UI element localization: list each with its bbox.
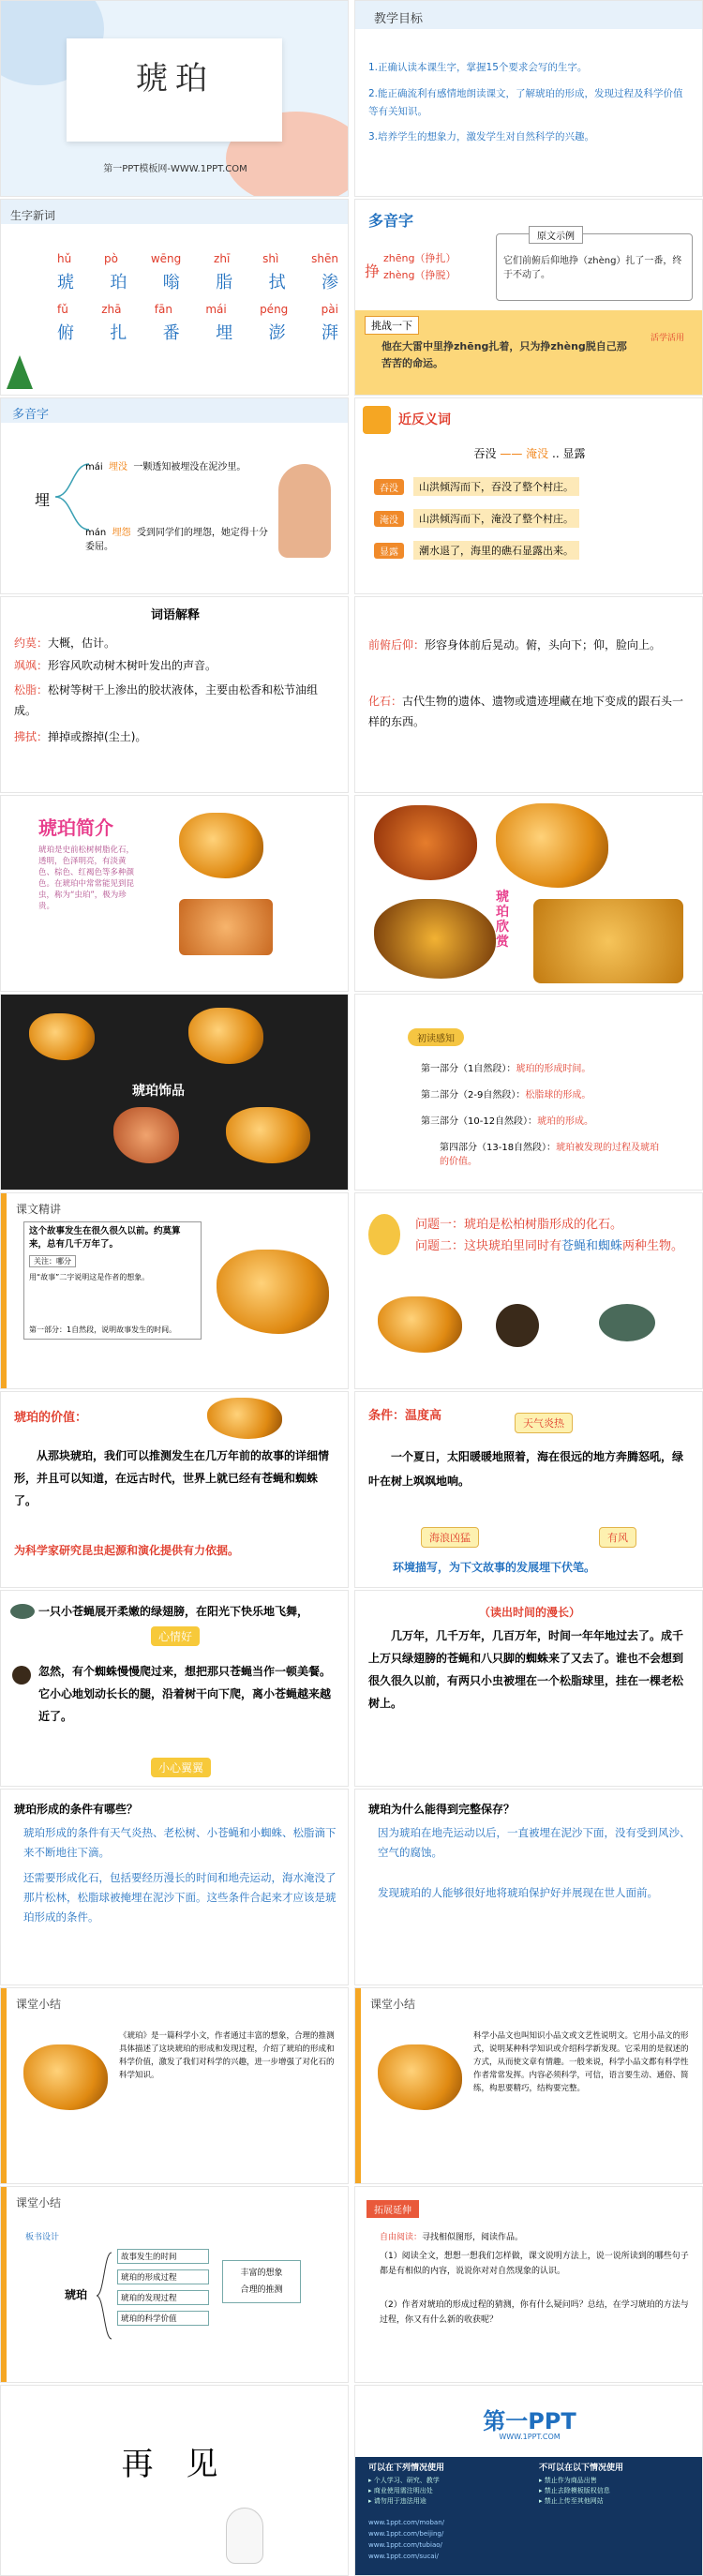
board-label: 板书设计 [25, 2233, 60, 2242]
extension-task-2: （2）作者对琥珀的形成过程的猜测，你有什么疑问吗？总结，在学习琥珀的方法与过程，你又有什么新的收获呢？ [380, 2300, 689, 2325]
focus-label: 关注：哪分 [29, 1255, 76, 1267]
girl-image [278, 464, 331, 558]
vocab-def: 松树等树干上渗出的胶状液体，主要由松香和松节油组成。 [14, 683, 319, 717]
row-tag: 吞没 [374, 479, 404, 495]
part-3 [421, 1113, 593, 1127]
board-item: 琥珀的形成过程 [117, 2269, 209, 2284]
board-item: 琥珀的科学价值 [117, 2311, 209, 2326]
answer-1: 琥珀形成的条件有天气炎热、老松树、小苍蝇和小蜘蛛、松脂滴下来不断地往下滴。 [23, 1826, 337, 1859]
slide-conditions [354, 1391, 703, 1588]
word-chain [355, 445, 703, 461]
amber-image [226, 1107, 310, 1163]
amber-image [29, 1013, 95, 1060]
license-right-title: 不可以在以下情况使用 [539, 2464, 624, 2473]
slide-value [0, 1391, 349, 1588]
value-conclusion: 为科学家研究昆虫起源和演化提供有力依据。 [14, 1544, 240, 1557]
slide-heading: 琥珀的价值： [14, 1411, 88, 1425]
row-tag: 淹没 [374, 511, 404, 527]
license-line: ▸ 禁止作为商品出售 [539, 2477, 597, 2484]
goodbye-text: 再 见 [121, 2446, 230, 2483]
quote-text: 这个故事发生在很久很久以前。约莫算来，总有几千万年了。 [29, 1226, 181, 1250]
brand-logo: 第一PPT [483, 2408, 576, 2434]
reading-badge: 初读感知 [408, 1028, 464, 1046]
pinyin: fān [154, 303, 172, 316]
separator: .. [552, 447, 560, 460]
row-text: 山洪倾泻而下，淹没了整个村庄。 [413, 509, 579, 528]
answer-2: 发现琥珀的人能够很好地将琥珀保护好并展现在世人面前。 [378, 1886, 658, 1899]
time-text: 几万年，几千万年，几百万年，时间一年年地过去了。成千上万只绿翅膀的苍蝇和八只脚的蜘蛛来了又去了。谁也不会想到很久很久以前，有两只小虫被埋在一个松脂球里，挂在一棵老松树上。 [368, 1629, 684, 1710]
brace-lines [95, 2249, 113, 2343]
char: 拭 [268, 273, 286, 292]
license-line: ▸ 禁止去除模板版权信息 [539, 2487, 610, 2494]
callout-careful: 小心翼翼 [151, 1758, 211, 1777]
amber-image [188, 1008, 263, 1064]
license-right-list [539, 2476, 698, 2507]
callout-wind: 有风 [599, 1527, 636, 1548]
example-row [374, 473, 693, 500]
vocab-def: 掸掉或擦掉(尘土)。 [48, 730, 147, 743]
accent-bar [355, 1988, 361, 2183]
slide-heading: （读出时间的漫长） [478, 1606, 580, 1619]
slide-questions [354, 1192, 703, 1389]
pinyin: fǔ [57, 303, 68, 316]
word: 埋没 [109, 462, 128, 472]
vocab-def: 古代生物的遗体、遗物或遗迹埋藏在地下变成的跟石头一样的东西。 [368, 695, 684, 728]
fly-image [599, 1304, 655, 1341]
row-text: 潮水退了，海里的礁石显露出来。 [413, 541, 579, 560]
part-desc: 琥珀的形成时间。 [516, 1064, 591, 1074]
license-link[interactable]: www.1ppt.com/moban/ [368, 2519, 445, 2526]
pinyin: pài [321, 303, 338, 316]
part-label: 第四部分（13-18自然段）： [440, 1143, 557, 1153]
board-item: 故事发生的时间 [117, 2249, 209, 2264]
deck-title: 琥珀 [136, 60, 215, 97]
slide-time [354, 1590, 703, 1787]
vocab-item [14, 635, 338, 652]
note-text: 用“故事”二字说明这是作者的想象。 [29, 1273, 150, 1281]
amber-image [179, 813, 263, 878]
slide-heading: 多音字 [368, 212, 414, 230]
row-text: 山洪倾泻而下，吞没了整个村庄。 [413, 477, 579, 496]
pinyin: mái [205, 303, 227, 316]
license-line: ▸ 请勿用于违法用途 [368, 2497, 426, 2505]
char: 埋 [216, 323, 233, 343]
slide-heading: 课堂小结 [16, 2196, 62, 2209]
jewelry-label: 琥珀饰品 [132, 1084, 185, 1099]
question-1: 问题一：琥珀是松柏树脂形成的化石。 [415, 1218, 623, 1232]
lead: 自由阅读： [380, 2233, 423, 2242]
scene-note: 环境描写，为下文故事的发展埋下伏笔。 [393, 1561, 596, 1574]
license-left-list [368, 2476, 528, 2507]
value-text: 从那块琥珀，我们可以推测发生在几万年前的故事的详细情形，并且可以知道，在远古时代，世界上就已经有苍蝇和蜘蛛了。 [14, 1449, 330, 1507]
part-label: 第二部分（2-9自然段）： [421, 1090, 526, 1101]
slide-heading: 课堂小结 [370, 1998, 416, 2011]
amber-image [533, 899, 683, 983]
char: 琥 [57, 273, 74, 292]
slide-formation-conditions [0, 1789, 349, 1985]
vocab-term: 前俯后仰： [368, 638, 426, 651]
intro-text: 琥珀是史前松树树脂化石，透明，色泽明亮，有淡黄色、棕色、红褐色等多种颜色。在琥珀中常常能见到昆虫，称为“虫珀”，极为珍贵。 [38, 846, 135, 911]
slide-goals [354, 0, 703, 197]
license-line: ▸ 禁止上传至其他网站 [539, 2497, 604, 2505]
slide-vocab-2 [354, 596, 703, 793]
extension-badge: 拓展延伸 [366, 2200, 419, 2218]
slide-heading: 琥珀形成的条件有哪些？ [14, 1803, 139, 1816]
char: 珀 [110, 273, 127, 292]
accent-bar [1, 1193, 7, 1388]
part-desc: 琥珀被发现的过程及琥珀的价值。 [440, 1143, 660, 1167]
slide-polyphone-1 [354, 199, 703, 396]
poly-char: 挣 [365, 262, 381, 280]
poly-py-1 [85, 458, 246, 472]
license-left-title: 可以在下列情况使用 [368, 2464, 445, 2473]
pinyin: zhī [214, 252, 231, 265]
slide-structure [354, 994, 703, 1191]
amber-image [496, 803, 608, 888]
header-band [1, 398, 349, 423]
example-text: 它们前俯后仰地挣（zhèng）扎了一番，终于不动了。 [503, 256, 682, 280]
vocab-term: 飒飒： [14, 659, 49, 672]
slide-heading: 生字新词 [10, 209, 56, 222]
vocab-item [368, 635, 693, 655]
part-desc: 琥珀的形成。 [537, 1116, 594, 1127]
slide-vocab-1 [0, 596, 349, 793]
amber-image [374, 899, 496, 979]
pinyin-row-2 [57, 303, 338, 316]
pinyin: shì [262, 252, 279, 265]
slide-amber-gallery [354, 795, 703, 992]
pinyin-row-1 [57, 252, 338, 265]
char: 俯 [57, 323, 74, 343]
license-link[interactable]: www.1ppt.com/sucai/ [368, 2553, 439, 2560]
pinyin: zhā [101, 303, 122, 316]
question-2 [415, 1236, 696, 1257]
fly-icon [10, 1604, 35, 1619]
brand-url: WWW.1PPT.COM [499, 2433, 561, 2441]
license-link[interactable]: www.1ppt.com/tubiao/ [368, 2541, 442, 2549]
slide-heading: 课堂小结 [16, 1998, 62, 2011]
vocab-term: 拂拭： [14, 730, 49, 743]
poly-char: 埋 [35, 491, 51, 509]
slide-extension [354, 2186, 703, 2383]
part-summary: 第一部分：1自然段，说明故事发生的时间。 [29, 1325, 177, 1334]
vocab-term: 约莫： [14, 637, 49, 650]
accent-bar [1, 2187, 7, 2382]
board-center: 琥珀 [65, 2288, 88, 2301]
char: 渗 [321, 273, 338, 292]
char-row-1 [57, 269, 338, 293]
spider-icon [12, 1666, 31, 1685]
char: 扎 [110, 323, 127, 343]
amber-image [217, 1250, 329, 1334]
slide-heading: 教学目标 [374, 12, 424, 26]
part-label: 第三部分（10-12自然段）： [421, 1116, 538, 1127]
char: 澎 [268, 323, 286, 343]
board-method [222, 2260, 301, 2303]
license-link[interactable]: www.1ppt.com/beijing/ [368, 2530, 444, 2538]
part-4 [440, 1139, 665, 1167]
board-items [117, 2249, 209, 2326]
row-tag: 显露 [374, 543, 404, 559]
callout-sea: 海浪凶猛 [421, 1527, 479, 1548]
extension-text [380, 2230, 689, 2245]
example: 受到同学们的埋怨，她定得十分委屈。 [85, 528, 268, 552]
callout-weather: 天气炎热 [515, 1413, 573, 1433]
slide-preservation [354, 1789, 703, 1985]
pinyin: wēng [150, 252, 182, 265]
extension-task-1: （1）阅读全文，想想一想我们怎样做，课文说明方法上，说一说所读到的哪些句子都是有相似的内容，说说你对对自然现象的认识。 [380, 2252, 689, 2276]
slide-text-study [0, 1192, 349, 1389]
poly-py-2: zhèng（挣脱） [383, 269, 456, 281]
rabbit-icon [226, 2508, 263, 2564]
callout-mood: 心情好 [151, 1626, 200, 1646]
q2-lead: 问题二：这块琥珀里同时有 [415, 1239, 562, 1253]
pinyin: mán [85, 528, 107, 538]
char: 嗡 [162, 273, 180, 292]
slide-heading: 课文精讲 [16, 1203, 62, 1216]
goal-2: 2.能正确流利有感情地朗读课文，了解琥珀的形成，发现过程及科学价值等有关知识。 [368, 88, 683, 117]
poly-py-1: zhēng（挣扎） [383, 252, 456, 264]
amber-image [179, 899, 273, 955]
slide-board-design [0, 2186, 349, 2383]
goal-1: 1.正确认读本课生字，掌握15个要求会写的生字。 [368, 62, 588, 73]
example-row [374, 537, 693, 563]
vocab-item [14, 680, 338, 721]
slide-synonyms [354, 397, 703, 594]
slide-new-words [0, 199, 349, 396]
slide-summary-1 [0, 1987, 349, 2184]
vocab-def: 形容风吹动树木树叶发出的声音。 [48, 659, 217, 672]
slide-heading: 琥珀简介 [38, 816, 113, 839]
summary-text: 《琥珀》是一篇科学小文，作者通过丰富的想象，合理的推测具体描述了这块琥珀的形成和发现过程，介绍了琥珀的形成和科学价值，激发了我们对科学的兴趣，进一步增强了对化石的科学知识。 [119, 2031, 335, 2080]
goal-3: 3.培养学生的想象力，激发学生对自然科学的兴趣。 [368, 131, 595, 142]
q2-key: 苍蝇和蜘蛛 [561, 1239, 623, 1253]
vocab-term: 松脂： [14, 683, 49, 696]
amber-image [374, 805, 477, 880]
site-label: 第一PPT模板网-WWW.1PPT.COM [103, 164, 247, 174]
badge-text: 活学活用 [650, 334, 684, 343]
fly-text: 一只小苍蝇展开柔嫩的绿翅膀，在阳光下快乐地飞舞， [38, 1605, 309, 1618]
vocab-def: 形容身体前后晃动。俯，头向下；仰，脸向上。 [425, 638, 662, 651]
pinyin: mái [85, 462, 103, 472]
amber-image [378, 2044, 462, 2110]
amber-image [23, 2044, 108, 2110]
word: 显露 [562, 447, 586, 460]
word: 吞没 [473, 447, 497, 460]
example: 一颗透知被埋没在泥沙里。 [133, 462, 247, 472]
challenge-label: 挑战一下 [365, 316, 419, 335]
mascot-icon [368, 1214, 400, 1255]
separator: —— [500, 447, 523, 460]
char: 脂 [216, 273, 233, 292]
lantern-icon [363, 406, 391, 434]
slide-goodbye [0, 2385, 349, 2576]
vocab-def: 大概，估计。 [48, 637, 116, 650]
answer-2: 还需要形成化石，包括要经历漫长的时间和地壳运动，海水淹没了那片松林，松脂球被掩埋在泥沙下面。这些条件合起来才应该是琥珀形成的条件。 [23, 1871, 337, 1924]
part-desc: 松脂球的形成。 [525, 1090, 591, 1101]
slide-fly-spider [0, 1590, 349, 1787]
license-line: ▸ 商业使用需注明出处 [368, 2487, 433, 2494]
summary-text: 科学小品文也叫知识小品文或文艺性说明文。它用小品文的形式，说明某种科学知识或介绍科学新发现。它采用的是叙述的方式，从而使文章有情趣。一般来说，科学小品文都有科学性作者常常发挥。内容必须科学，可信，语言要生动、通俗、简练，构思要精巧，结构要完整。 [473, 2031, 689, 2093]
pinyin: pò [104, 252, 118, 265]
pinyin: péng [260, 303, 289, 316]
license-line: ▸ 个人学习、研究、教学 [368, 2477, 440, 2484]
slide-polyphone-2 [0, 397, 349, 594]
slide-heading: 条件：温度高 [368, 1409, 442, 1423]
challenge-sentence: 他在大雷中里挣zhēng扎着，只为挣zhèng脱自己那苦苦的命运。 [381, 340, 627, 369]
word: 埋怨 [112, 528, 131, 538]
char: 番 [162, 323, 180, 343]
gallery-label: 琥珀欣赏 [496, 890, 509, 950]
method-2: 合理的推测 [240, 2285, 283, 2295]
example-list [374, 473, 693, 563]
vocab-item [14, 728, 338, 746]
char: 湃 [321, 323, 338, 343]
spider-image [496, 1304, 539, 1347]
vocab-item [14, 657, 338, 675]
slide-amber-intro [0, 795, 349, 992]
amber-image [207, 1398, 282, 1439]
pinyin: shēn [311, 252, 338, 265]
example-row [374, 505, 693, 532]
slide-heading: 多音字 [12, 408, 50, 422]
license-links [368, 2517, 691, 2562]
part-2 [421, 1086, 591, 1101]
answer-1: 因为琥珀在地壳运动以后，一直被埋在泥沙下面，没有受到风沙、空气的腐蚀。 [378, 1826, 691, 1859]
q2-tail: 两种生物。 [622, 1239, 684, 1253]
task: 寻找相似图形，阅读作品。 [422, 2233, 524, 2242]
slide-heading: 琥珀为什么能得到完整保存？ [368, 1803, 516, 1816]
part-1 [421, 1060, 591, 1074]
slide-amber-jewelry [0, 994, 349, 1191]
accent-bar [1, 1988, 7, 2183]
amber-image [378, 1296, 462, 1353]
vocab-term: 化石： [368, 695, 403, 708]
example-box-title: 原文示例 [529, 226, 583, 244]
slide-heading: 近反义词 [398, 412, 451, 427]
slide-heading: 词语解释 [150, 608, 200, 622]
poly-py-2 [85, 524, 273, 552]
slide-summary-2 [354, 1987, 703, 2184]
word: 淹没 [526, 447, 549, 460]
slide-title [0, 0, 349, 197]
vocab-item [368, 691, 693, 732]
pinyin: hǔ [57, 252, 72, 265]
scene-text: 一个夏日，太阳暖暖地照着，海在很远的地方奔腾怒吼，绿叶在树上飒飒地响。 [368, 1450, 684, 1488]
slide-license [354, 2385, 703, 2576]
method-1: 丰富的想象 [240, 2269, 283, 2278]
char-row-2 [57, 320, 338, 344]
board-item: 琥珀的发现过程 [117, 2290, 209, 2305]
tree-icon [7, 355, 33, 389]
part-label: 第一部分（1自然段）： [421, 1064, 516, 1074]
spider-text: 忽然，有个蜘蛛慢慢爬过来，想把那只苍蝇当作一顿美餐。它小心地划动长长的腿，沿着树干向下爬，离小苍蝇越来越近了。 [38, 1665, 332, 1723]
amber-image [113, 1107, 179, 1163]
